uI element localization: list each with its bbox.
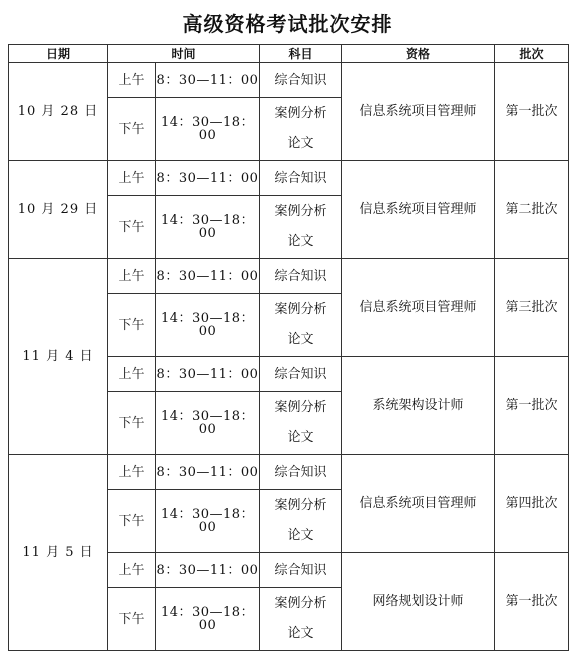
table-row	[9, 259, 569, 294]
subject-essay: 论文	[287, 626, 314, 641]
time-cell: 14：30—18：00	[156, 294, 260, 357]
time-cell: 8：30—11：00	[156, 553, 260, 588]
batch-cell: 第一批次	[495, 357, 569, 455]
subject-cell	[260, 294, 342, 357]
subject-cell	[260, 392, 342, 455]
time-cell: 8：30—11：00	[156, 63, 260, 98]
period-cell: 下午	[108, 196, 156, 259]
subject-essay: 论文	[287, 234, 314, 249]
header-date: 日期	[9, 45, 108, 63]
time-cell: 14：30—18：00	[156, 392, 260, 455]
subject-cell	[260, 98, 342, 161]
time-cell: 8：30—11：00	[156, 259, 260, 294]
period-cell: 上午	[108, 259, 156, 294]
subject-case: 案例分析	[274, 302, 327, 317]
batch-cell: 第一批次	[495, 553, 569, 651]
subject-case: 案例分析	[274, 204, 327, 219]
subject-case: 案例分析	[274, 400, 327, 415]
subject-essay: 论文	[287, 136, 314, 151]
table-row	[9, 161, 569, 196]
subject-case: 案例分析	[274, 106, 327, 121]
date-cell: 11 月 5 日	[9, 455, 108, 651]
subject-cell: 综合知识	[260, 161, 342, 196]
time-cell: 8：30—11：00	[156, 161, 260, 196]
qualification-cell: 信息系统项目管理师	[342, 63, 495, 161]
subject-lines	[275, 99, 327, 159]
period-cell: 下午	[108, 588, 156, 651]
time-cell: 14：30—18：00	[156, 196, 260, 259]
subject-cell: 综合知识	[260, 455, 342, 490]
header-row	[9, 45, 569, 63]
subject-cell: 综合知识	[260, 63, 342, 98]
date-cell: 10 月 28 日	[9, 63, 108, 161]
period-cell: 下午	[108, 294, 156, 357]
subject-cell: 综合知识	[260, 357, 342, 392]
subject-essay: 论文	[287, 430, 314, 445]
time-cell: 14：30—18：00	[156, 98, 260, 161]
subject-cell	[260, 588, 342, 651]
header-batch: 批次	[495, 45, 569, 63]
page-title: 高级资格考试批次安排	[182, 12, 393, 36]
qualification-cell: 信息系统项目管理师	[342, 259, 495, 357]
period-cell: 上午	[108, 455, 156, 490]
time-cell: 8：30—11：00	[156, 357, 260, 392]
period-cell: 上午	[108, 357, 156, 392]
exam-schedule-table	[8, 44, 569, 651]
batch-cell: 第四批次	[495, 455, 569, 553]
period-cell: 下午	[108, 490, 156, 553]
header-time: 时间	[108, 45, 260, 63]
qualification-cell: 系统架构设计师	[342, 357, 495, 455]
subject-cell: 综合知识	[260, 553, 342, 588]
table-row	[9, 63, 569, 98]
batch-cell: 第一批次	[495, 63, 569, 161]
subject-cell	[260, 196, 342, 259]
period-cell: 上午	[108, 63, 156, 98]
batch-cell: 第三批次	[495, 259, 569, 357]
subject-cell: 综合知识	[260, 259, 342, 294]
date-cell: 11 月 4 日	[9, 259, 108, 455]
time-cell: 14：30—18：00	[156, 588, 260, 651]
subject-lines	[275, 491, 327, 551]
subject-lines	[275, 393, 327, 453]
time-cell: 14：30—18：00	[156, 490, 260, 553]
subject-essay: 论文	[287, 528, 314, 543]
header-qualification: 资格	[342, 45, 495, 63]
time-cell: 8：30—11：00	[156, 455, 260, 490]
subject-case: 案例分析	[274, 498, 327, 513]
batch-cell: 第二批次	[495, 161, 569, 259]
qualification-cell: 网络规划设计师	[342, 553, 495, 651]
table-row	[9, 455, 569, 490]
qualification-cell: 信息系统项目管理师	[342, 161, 495, 259]
qualification-cell: 信息系统项目管理师	[342, 455, 495, 553]
subject-lines	[275, 295, 327, 355]
subject-essay: 论文	[287, 332, 314, 347]
date-cell: 10 月 29 日	[9, 161, 108, 259]
subject-lines	[275, 197, 327, 257]
subject-case: 案例分析	[274, 596, 327, 611]
subject-cell	[260, 490, 342, 553]
period-cell: 下午	[108, 98, 156, 161]
period-cell: 上午	[108, 553, 156, 588]
header-subject: 科目	[260, 45, 342, 63]
period-cell: 下午	[108, 392, 156, 455]
period-cell: 上午	[108, 161, 156, 196]
subject-lines	[275, 589, 327, 649]
